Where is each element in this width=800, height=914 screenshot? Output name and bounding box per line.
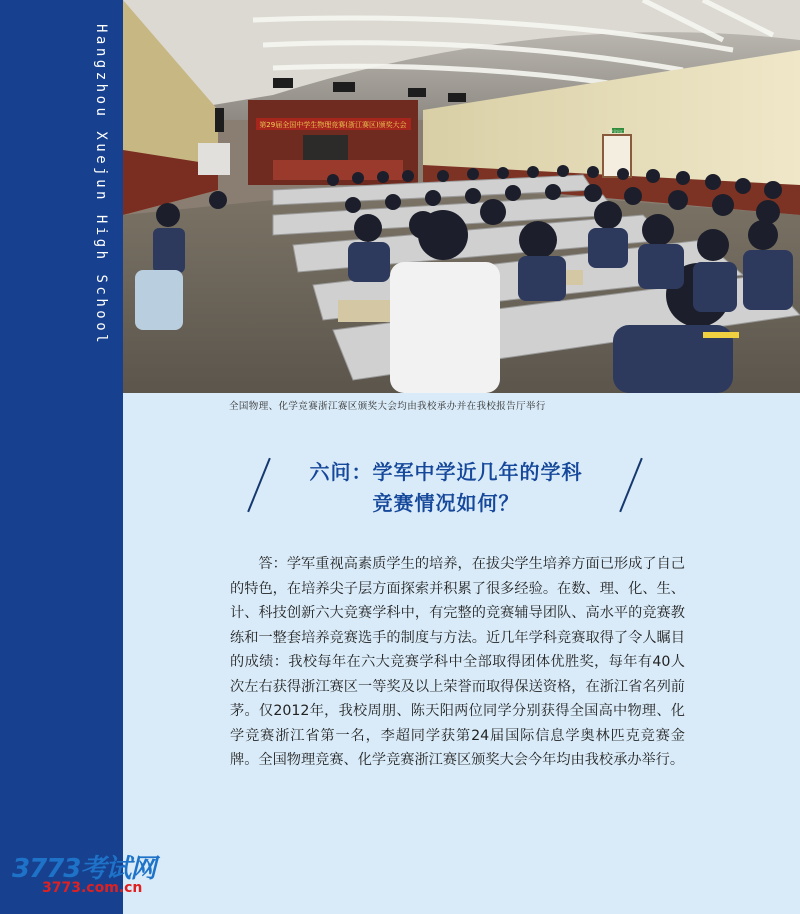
auditorium-photo	[123, 0, 800, 393]
auditorium-scene	[123, 0, 800, 393]
heading-line-1: 六问：学军中学近几年的学科	[309, 460, 583, 484]
answer-paragraph	[230, 552, 685, 773]
exit-sign: 安全出口	[609, 129, 625, 134]
section-heading	[268, 457, 624, 519]
heading-line-2: 竞赛情况如何？	[372, 491, 520, 515]
watermark-url: 3773.com.cn	[42, 880, 143, 896]
sidebar	[0, 0, 123, 914]
stage-banner: 第29届全国中学生物理竞赛(浙江赛区)颁奖大会	[259, 121, 407, 129]
answer-text: 答：学军重视高素质学生的培养，在拔尖学生培养方面已形成了自己的特色，在培养尖子层方面探索并积累了很多经验。在数、理、化、生、计、科技创新六大竞赛学科中，有完整的竞赛辅导团队、高水平的竞赛教练和一整套培养竞赛选手的制度与方法。近几年学科竞赛取得了令人瞩目的成绩：我校每年在六大竞赛学科中全部取得团体优胜奖，每年有40人次左右获得浙江赛区一等奖及以上荣誉而取得保送资格，在浙江省名列前茅。仅2012年，我校周朋、陈天阳两位同学分别获得全国高中物理、化学竞赛浙江省第一名，李超同学获第24届国际信息学奥林匹克竞赛金牌。全国物理竞赛、化学竞赛浙江赛区颁奖大会今年均由我校承办举行。	[230, 556, 685, 768]
photo-caption: 全国物理、化学竞赛浙江赛区颁奖大会均由我校承办并在我校报告厅举行	[229, 401, 546, 412]
watermark-title: 3773考试网	[12, 854, 156, 884]
site-watermark-logo	[12, 848, 172, 903]
school-name-vertical: Hangzhou Xuejun High School	[93, 24, 109, 347]
